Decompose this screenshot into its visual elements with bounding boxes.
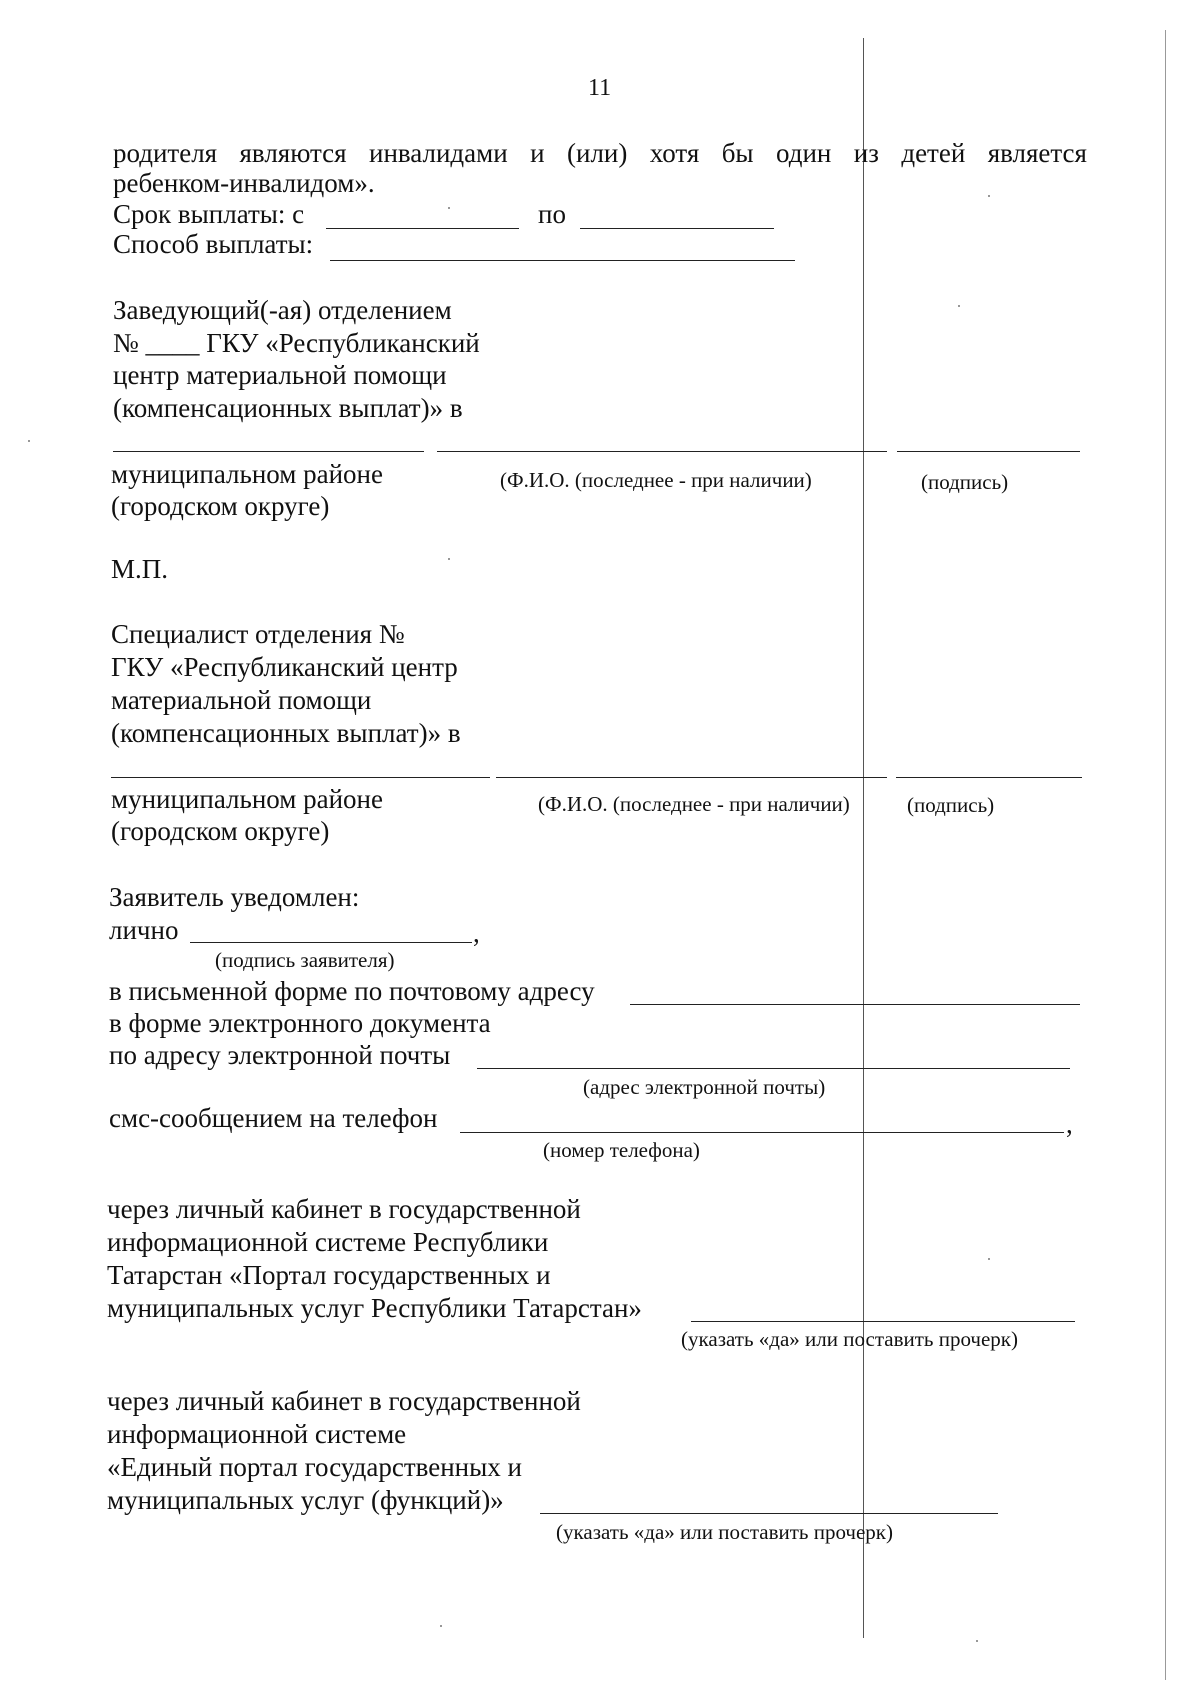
specialist-title-line: Специалист отделения №	[111, 619, 405, 649]
specialist-fio-field[interactable]	[496, 777, 887, 778]
head-title-line: (компенсационных выплат)» в	[113, 393, 463, 423]
page-number: 11	[588, 75, 612, 101]
notify-personally-label: лично	[109, 915, 179, 945]
scan-speck	[448, 558, 450, 560]
notify-personally-comma: ,	[473, 918, 480, 948]
head-fio-caption: (Ф.И.О. (последнее - при наличии)	[500, 468, 812, 492]
notify-email-label: по адресу электронной почты	[109, 1040, 451, 1070]
intro-word: и	[530, 138, 545, 168]
notify-sms-comma: ,	[1066, 1109, 1073, 1139]
notify-electronic-doc-label: в форме электронного документа	[109, 1008, 491, 1038]
period-to-field[interactable]	[580, 228, 774, 229]
portal-rt-line: муниципальных услуг Республики Татарстан»	[107, 1293, 642, 1323]
phone-number-field[interactable]	[460, 1132, 1064, 1133]
specialist-signature-field[interactable]	[896, 777, 1082, 778]
scan-speck	[28, 440, 30, 442]
portal-epgu-caption: (указать «да» или поставить прочерк)	[556, 1520, 894, 1544]
portal-epgu-line: «Единый портал государственных и	[107, 1452, 522, 1482]
payment-method-label: Способ выплаты:	[113, 229, 314, 259]
payment-period-to-label: по	[538, 199, 566, 229]
applicant-signature-caption: (подпись заявителя)	[215, 948, 395, 972]
head-region-line: (городском округе)	[111, 491, 330, 521]
portal-rt-answer-field[interactable]	[691, 1321, 1075, 1322]
period-from-field[interactable]	[326, 228, 519, 229]
scan-speck	[976, 1640, 978, 1642]
payment-method-field[interactable]	[330, 260, 795, 261]
intro-word: из	[853, 138, 879, 168]
intro-word: являются	[239, 138, 347, 168]
specialist-title-line: ГКУ «Республиканский центр	[111, 652, 458, 682]
head-signature-field[interactable]	[897, 451, 1080, 452]
portal-epgu-line: информационной системе	[107, 1419, 407, 1449]
head-title-line: № ____ ГКУ «Республиканский	[113, 328, 480, 358]
payment-period-label: Срок выплаты: с	[113, 199, 305, 229]
portal-rt-line: информационной системе Республики	[107, 1227, 549, 1257]
intro-word: (или)	[567, 138, 628, 168]
portal-epgu-line: через личный кабинет в государственной	[107, 1386, 581, 1416]
intro-word: хотя	[649, 138, 700, 168]
email-address-field[interactable]	[477, 1068, 1070, 1069]
specialist-region-field[interactable]	[111, 777, 490, 778]
specialist-title-line: материальной помощи	[111, 685, 372, 715]
scan-speck	[988, 195, 990, 197]
head-title-line: Заведующий(-ая) отделением	[113, 295, 452, 325]
specialist-fio-caption: (Ф.И.О. (последнее - при наличии)	[538, 792, 850, 816]
portal-rt-line: через личный кабинет в государственной	[107, 1194, 581, 1224]
specialist-region-line: муниципальном районе	[111, 784, 383, 814]
portal-rt-line: Татарстан «Портал государственных и	[107, 1260, 551, 1290]
intro-word: родителя	[113, 138, 218, 168]
portal-epgu-line: муниципальных услуг (функций)»	[107, 1485, 504, 1515]
postal-address-field[interactable]	[630, 1004, 1080, 1005]
portal-rt-caption: (указать «да» или поставить прочерк)	[681, 1327, 1019, 1351]
intro-word: является	[987, 138, 1087, 168]
scan-right-edge	[1165, 30, 1166, 1680]
scan-speck	[958, 305, 960, 307]
specialist-title-line: (компенсационных выплат)» в	[111, 718, 461, 748]
scan-speck	[448, 207, 450, 209]
notification-title: Заявитель уведомлен:	[109, 882, 360, 912]
intro-word: детей	[901, 138, 966, 168]
head-region-line: муниципальном районе	[111, 459, 383, 489]
portal-epgu-answer-field[interactable]	[540, 1513, 998, 1514]
head-fio-field[interactable]	[437, 451, 887, 452]
head-region-field[interactable]	[113, 451, 424, 452]
notify-sms-label: смс-сообщением на телефон	[109, 1103, 438, 1133]
head-signature-caption: (подпись)	[921, 470, 1009, 494]
specialist-region-line: (городском округе)	[111, 816, 330, 846]
applicant-signature-field[interactable]	[190, 942, 472, 943]
email-caption: (адрес электронной почты)	[583, 1075, 826, 1099]
intro-line-2: ребенком-инвалидом».	[113, 168, 375, 198]
specialist-signature-caption: (подпись)	[907, 793, 995, 817]
phone-caption: (номер телефона)	[543, 1138, 700, 1162]
scan-speck	[988, 1258, 990, 1260]
stamp-place: М.П.	[111, 554, 169, 584]
scan-speck	[440, 1625, 442, 1627]
intro-word: один	[776, 138, 832, 168]
intro-line-1	[113, 137, 1087, 169]
intro-word: бы	[721, 138, 754, 168]
notify-postal-label: в письменной форме по почтовому адресу	[109, 976, 595, 1006]
intro-word: инвалидами	[369, 138, 508, 168]
scan-fold-line	[863, 38, 864, 1638]
head-title-line: центр материальной помощи	[113, 360, 447, 390]
